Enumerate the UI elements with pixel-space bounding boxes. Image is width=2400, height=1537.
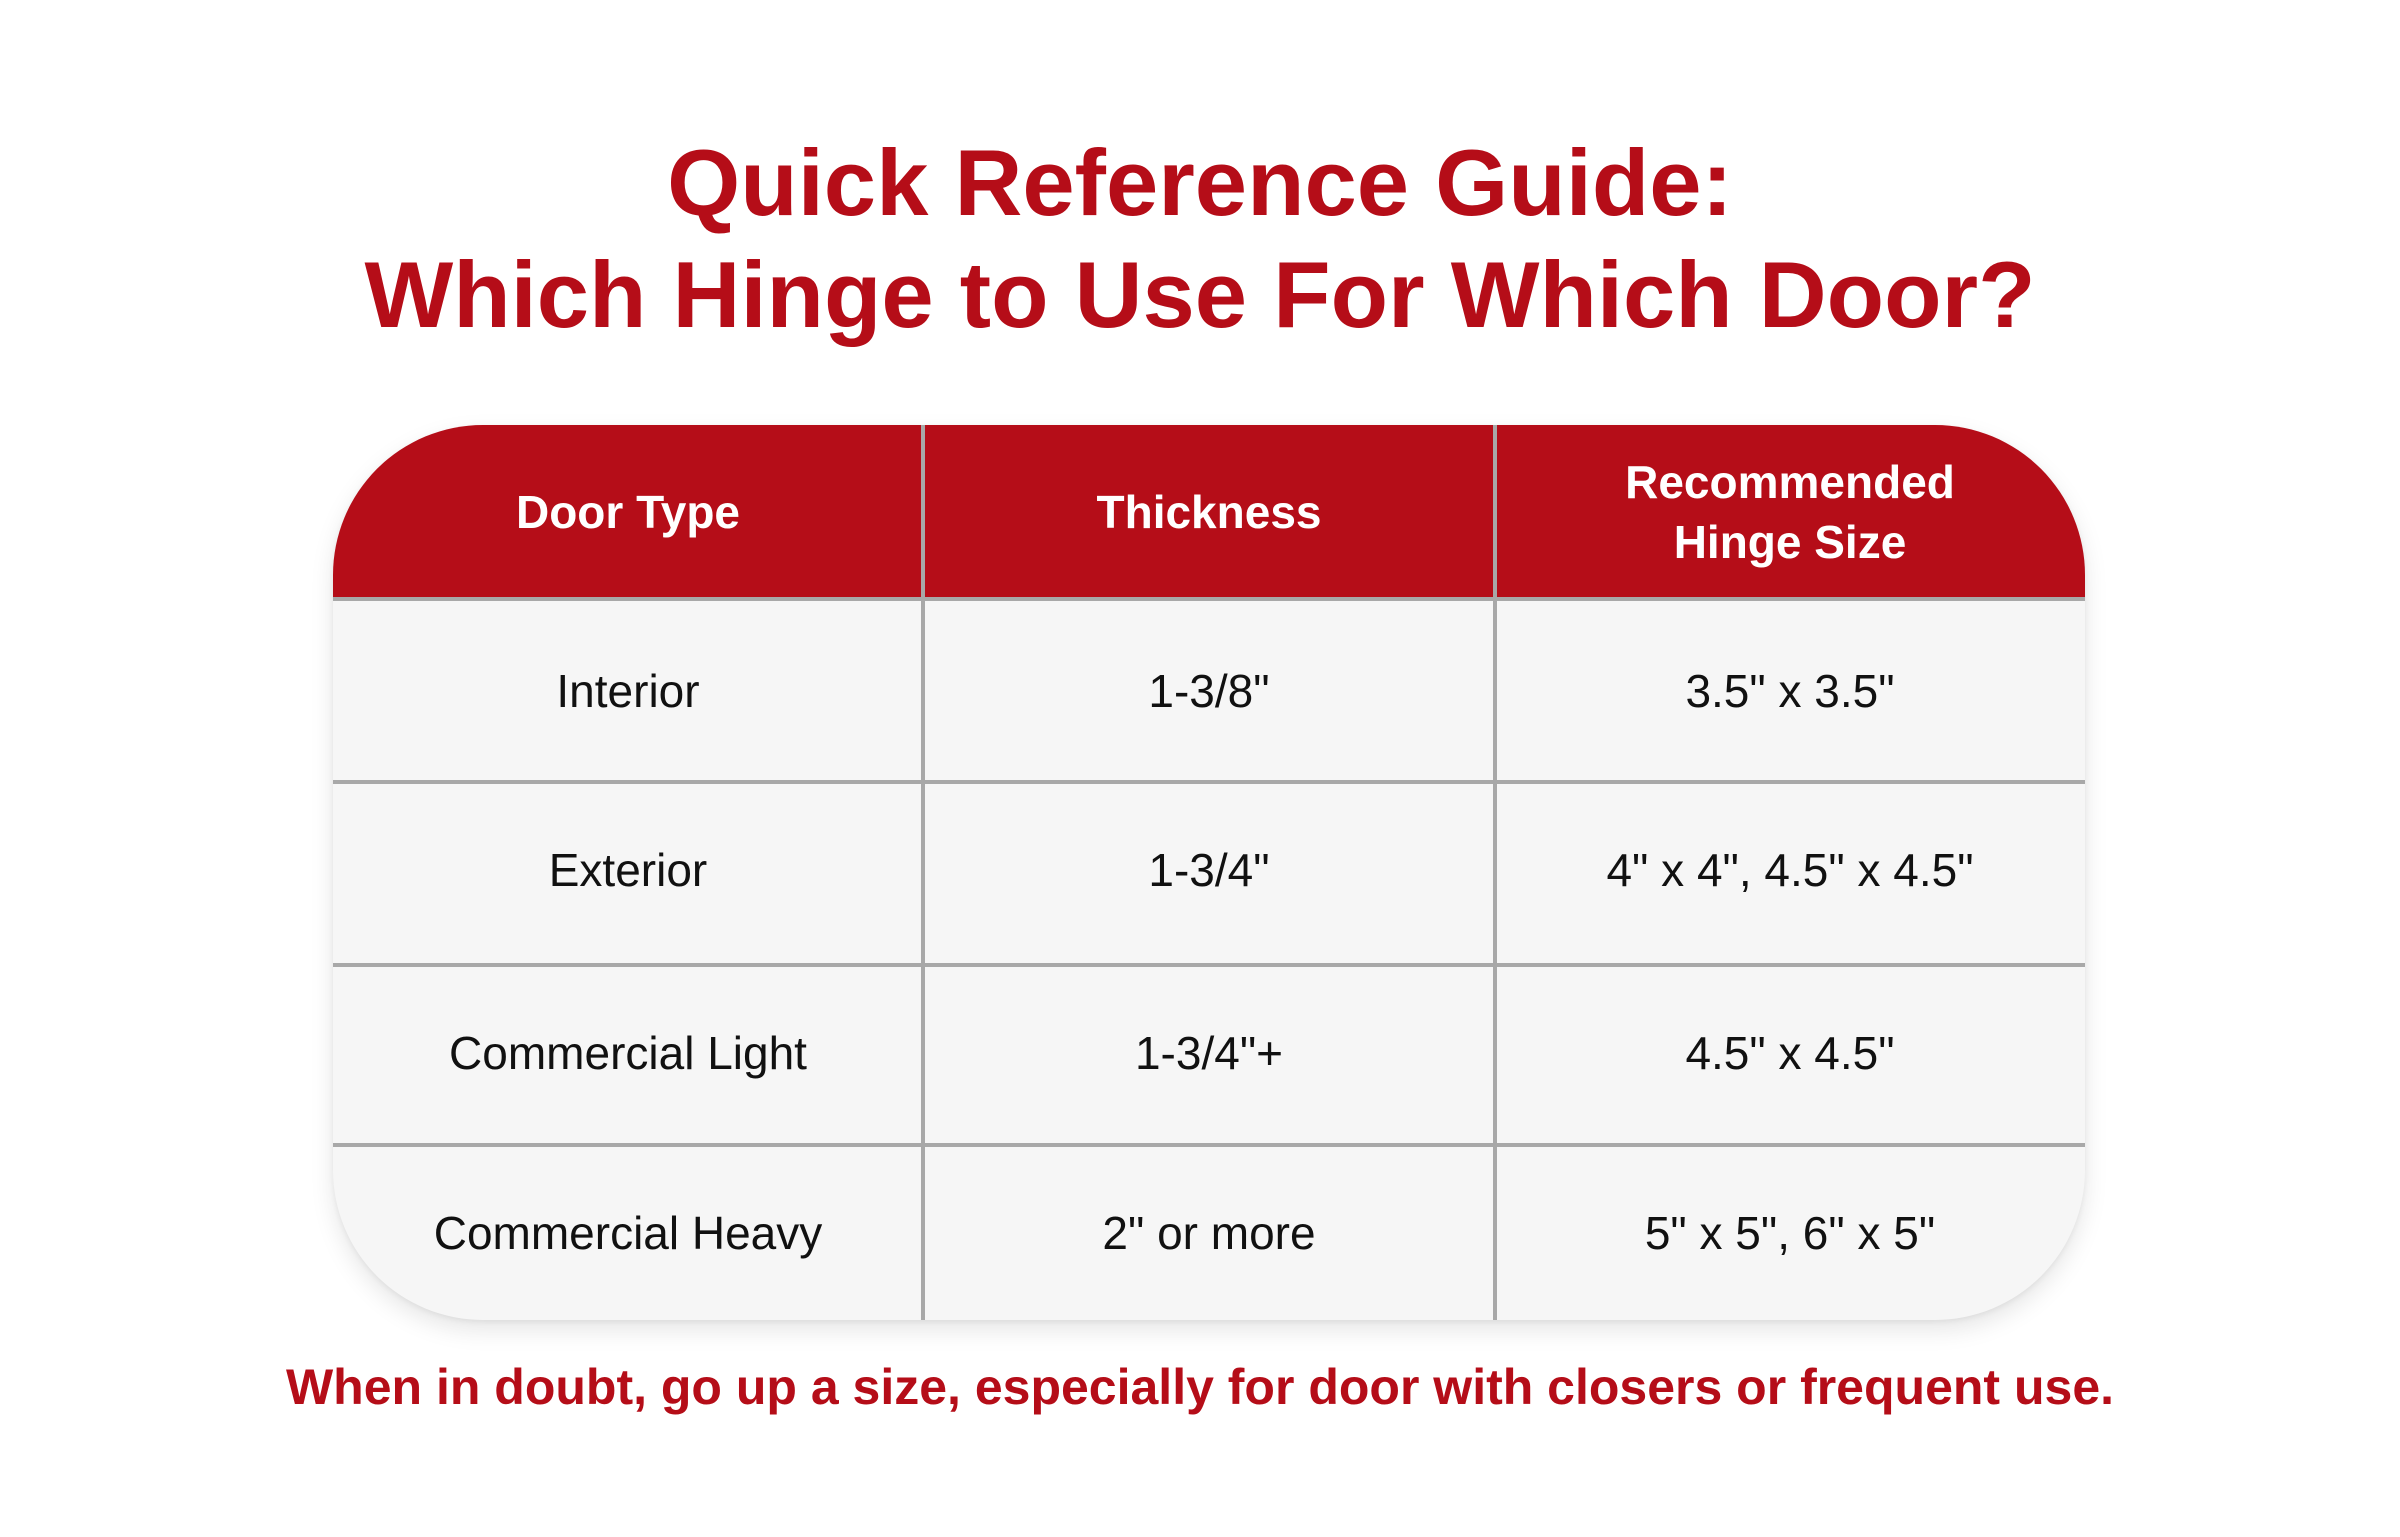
header-recommended-hinge-size: Recommended Hinge Size [1625,456,1955,568]
row-divider-3 [333,1143,2085,1147]
table-header [333,425,2085,599]
cell-door-type-exterior: Exterior [548,843,708,896]
cell-door-type-interior: Interior [556,664,700,717]
cell-hinge-size-exterior: 4" x 4", 4.5" x 4.5" [1606,843,1974,896]
cell-thickness-commercial-light: 1-3/4"+ [1134,1026,1284,1079]
footnote: When in doubt, go up a size, especially for door with closers or frequent use. [285,1359,2115,1415]
cell-door-type-commercial-light: Commercial Light [449,1026,807,1079]
cell-thickness-exterior: 1-3/4" [1148,843,1270,896]
row-divider-2 [333,963,2085,967]
column-divider-1 [921,425,925,1320]
cell-door-type-commercial-heavy: Commercial Heavy [433,1206,823,1259]
page-title-line-2: Which Hinge to Use For Which Door? [364,242,2036,347]
cell-thickness-commercial-heavy: 2" or more [1102,1206,1316,1259]
header-thickness: Thickness [1096,486,1322,538]
header-door-type: Door Type [515,486,741,538]
cell-hinge-size-commercial-light: 4.5" x 4.5" [1685,1026,1895,1079]
cell-thickness-interior: 1-3/8" [1148,664,1270,717]
cell-hinge-size-commercial-heavy: 5" x 5", 6" x 5" [1644,1206,1936,1259]
column-divider-2 [1493,425,1497,1320]
hinge-reference-table [333,425,2085,1320]
page-title-line-1: Quick Reference Guide: [667,130,1733,235]
row-divider-1 [333,780,2085,784]
header-divider [333,597,2085,601]
cell-hinge-size-interior: 3.5" x 3.5" [1685,664,1895,717]
